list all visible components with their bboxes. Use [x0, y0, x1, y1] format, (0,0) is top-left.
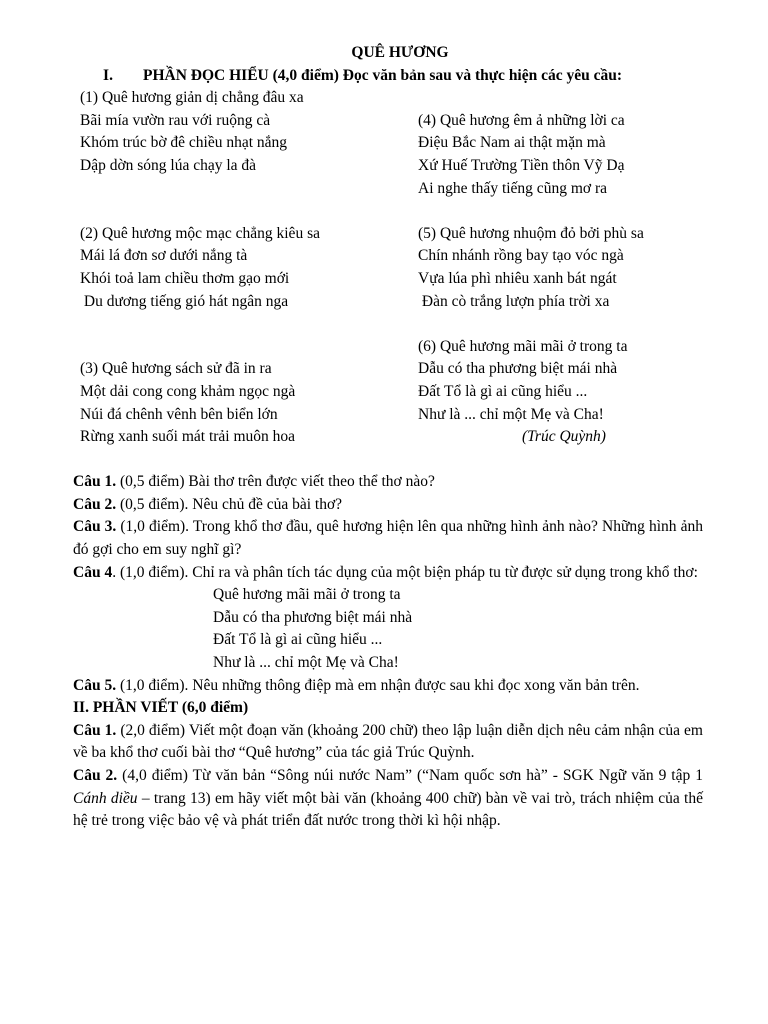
poem-line: Đất Tổ là gì ai cũng hiểu ...: [418, 382, 588, 400]
poem-line: Rừng xanh suối mát trải muôn hoa: [80, 428, 296, 446]
question-5: [73, 675, 703, 698]
question-label: Câu 4: [73, 563, 113, 581]
poem-line: Bãi mía vườn rau với ruộng cà: [80, 111, 271, 129]
book-title: Cánh diều: [73, 789, 138, 807]
stanza-5: [418, 223, 703, 313]
poem: [73, 87, 703, 449]
poem-line: Dập dờn sóng lúa chạy la đà: [80, 156, 257, 174]
writing-question-2: [73, 765, 703, 833]
writing-question-1: [73, 720, 703, 765]
question-label: Câu 1.: [73, 721, 117, 739]
section-title: II. PHẦN VIẾT (6,0 điểm): [73, 699, 249, 717]
question-text: (4,0 điểm) Từ văn bản “Sông núi nước Nam” (“Nam quốc sơn hà” - SGK Ngữ văn 9 tập 1: [117, 767, 703, 784]
question-1: [73, 471, 703, 494]
poem-line: Khóm trúc bờ đê chiều nhạt nắng: [80, 134, 288, 152]
stanza-3: [80, 358, 418, 448]
stanza-4: [418, 110, 703, 200]
poem-line: Du dương tiếng gió hát ngân nga: [80, 292, 289, 310]
question-text: (0,5 điểm) Bài thơ trên được viết theo thể thơ nào?: [116, 473, 435, 491]
quoted-stanza: [73, 584, 703, 674]
poem-line: Vựa lúa phì nhiêu xanh bát ngát: [418, 269, 617, 287]
question-label: Câu 5.: [73, 676, 117, 694]
poem-author: (Trúc Quỳnh): [522, 428, 606, 446]
poem-line: Điệu Bắc Nam ai thật mặn mà: [418, 134, 606, 152]
quote-line: Như là ... chỉ một Mẹ và Cha!: [213, 654, 399, 672]
poem-line: Một dải cong cong khảm ngọc ngà: [80, 382, 296, 400]
poem-line: Chín nhánh rồng bay tạo vóc ngà: [418, 247, 624, 265]
poem-line: Mái lá đơn sơ dưới nắng tà: [80, 247, 248, 265]
question-2: [73, 494, 703, 517]
question-text: (1,0 điểm). Trong khổ thơ đầu, quê hương hiện lên qua những hình ảnh nào? Những hình ảnh đó gợi cho em suy nghĩ gì?: [73, 518, 703, 559]
section-reading-heading: [73, 65, 703, 88]
poem-line: (5) Quê hương nhuộm đỏ bởi phù sa: [418, 224, 644, 242]
exam-page: [73, 42, 703, 833]
poem-line: Đàn cò trắng lượn phía trời xa: [418, 292, 610, 310]
stanza-6: [418, 336, 703, 449]
poem-line: Xứ Huế Trường Tiền thôn Vỹ Dạ: [418, 156, 625, 174]
question-label: Câu 2.: [73, 767, 118, 784]
question-text: (2,0 điểm) Viết một đoạn văn (khoảng 200 chữ) theo lập luận diễn dịch nêu cảm nhận của em về ba khổ thơ cuối bài thơ “Quê hương” của tác giả Trúc Quỳnh.: [73, 721, 703, 762]
poem-line: Như là ... chỉ một Mẹ và Cha!: [418, 405, 604, 423]
question-text: (1,0 điểm). Nêu những thông điệp mà em nhận được sau khi đọc xong văn bản trên.: [116, 676, 640, 694]
question-label: Câu 1.: [73, 473, 117, 491]
section-number: I.: [103, 66, 113, 84]
poem-line: Dẫu có tha phương biệt mái nhà: [418, 360, 618, 378]
question-label: Câu 2.: [73, 495, 117, 513]
question-4: [73, 562, 703, 585]
quote-line: Dẫu có tha phương biệt mái nhà: [213, 608, 413, 626]
poem-line: (4) Quê hương êm ả những lời ca: [418, 111, 625, 129]
question-text: – trang 13) em hãy viết một bài văn (khoảng 400 chữ) bàn về vai trò, trách nhiệm của thế hệ trẻ trong việc bảo vệ và phát triển đất nước trong thời kì hội nhập.: [73, 789, 703, 830]
section-title: PHẦN ĐỌC HIỂU (4,0 điểm) Đọc văn bản sau và thực hiện các yêu cầu:: [143, 66, 623, 84]
section-writing-heading: [73, 697, 703, 720]
poem-right-column: [418, 87, 703, 449]
poem-line: (1) Quê hương giản dị chẳng đâu xa: [80, 89, 304, 107]
question-text: . (1,0 điểm). Chỉ ra và phân tích tác dụng của một biện pháp tu từ được sử dụng trong khổ thơ:: [112, 563, 698, 581]
question-label: Câu 3.: [73, 518, 117, 536]
page-title: QUÊ HƯƠNG: [351, 44, 449, 61]
quote-line: Đất Tổ là gì ai cũng hiểu ...: [213, 631, 383, 649]
poem-line: (2) Quê hương mộc mạc chẳng kiêu sa: [80, 224, 320, 242]
question-text: (0,5 điểm). Nêu chủ đề của bài thơ?: [116, 495, 343, 513]
poem-line: Khói toả lam chiều thơm gạo mới: [80, 269, 290, 287]
poem-line: Núi đá chênh vênh bên biển lớn: [80, 405, 278, 423]
poem-line: (6) Quê hương mãi mãi ở trong ta: [418, 337, 628, 355]
quote-line: Quê hương mãi mãi ở trong ta: [213, 586, 401, 604]
poem-line: (3) Quê hương sách sử đã in ra: [80, 360, 272, 378]
poem-line: Ai nghe thấy tiếng cũng mơ ra: [418, 179, 607, 197]
poem-left-column: [73, 87, 418, 449]
stanza-1: [80, 87, 418, 177]
question-3: [73, 516, 703, 561]
stanza-2: [80, 223, 418, 313]
